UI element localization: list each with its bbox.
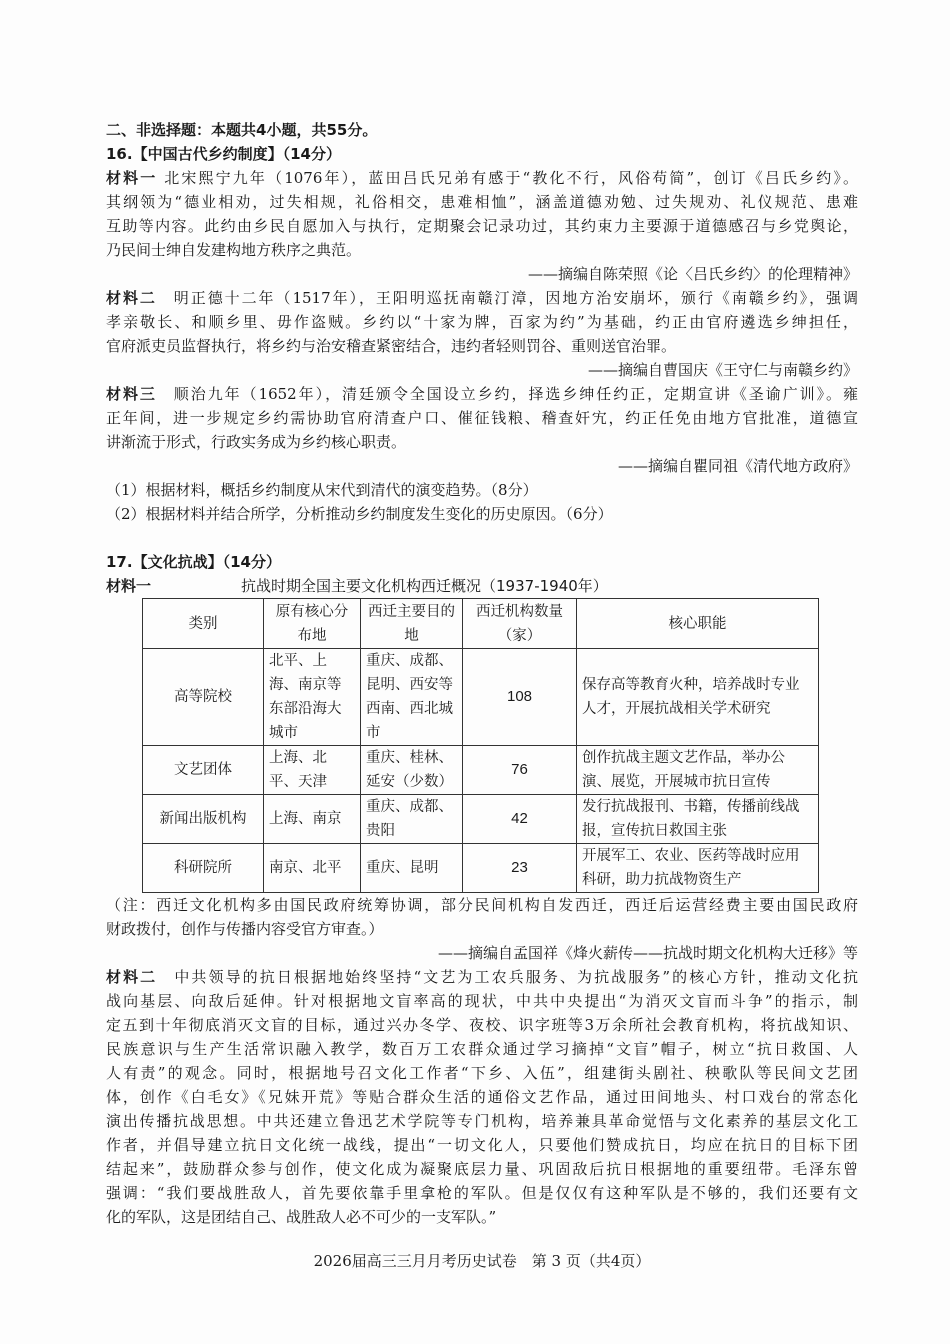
table-row <box>143 746 819 795</box>
source-citation: ——摘编自陈荣照《论〈吕氏乡约〉的伦理精神》 <box>527 265 858 283</box>
table-row <box>143 649 819 746</box>
table-cell: 北平、上海、南京等东部沿海大城市 <box>264 649 361 746</box>
text-line: 民族意识与生产生活常识融入教学，数百万工农群众通过学习摘掉“文盲”帽子，树立“抗日救国、人 <box>106 1040 858 1058</box>
table-row <box>143 844 819 893</box>
section-heading: 二、非选择题：本题共4小题，共55分。 <box>106 121 378 139</box>
table-cell: 重庆、昆明 <box>361 844 463 893</box>
table-cell: 重庆、成都、昆明、西安等西南、西北城市 <box>361 649 463 746</box>
table-cell: 42 <box>463 795 577 844</box>
table-cell: 108 <box>463 649 577 746</box>
question-1: （1）根据材料，概括乡约制度从宋代到清代的演变趋势。（8分） <box>106 481 538 499</box>
table-header: 原有核心分布地 <box>264 599 361 649</box>
q16-material-3 <box>106 382 858 526</box>
text-line: 化的军队，这是团结自己、战胜敌人必不可少的一支军队。” <box>106 1208 497 1226</box>
table-cell: 科研院所 <box>143 844 264 893</box>
text-line: 孝亲敬长、和顺乡里、毋作盗贼。乡约以“十家为牌，百家为约”为基础，约正由官府遴选乡绅担任， <box>106 313 858 331</box>
question-2: （2）根据材料并结合所学，分析推动乡约制度发生变化的历史原因。（6分） <box>106 505 613 523</box>
text-line: 明正德十二年（1517年），王阳明巡抚南赣汀漳，因地方治安崩坏，颁行《南赣乡约》，强调 <box>156 289 858 307</box>
table-header: 类别 <box>143 599 264 649</box>
text-line: 正年间，进一步规定乡约需协助官府清查户口、催征钱粮、稽查奸宄，约正任免由地方官批准，道德宣 <box>106 409 858 427</box>
spacer <box>106 526 858 550</box>
table-cell: 创作抗战主题文艺作品，举办公演、展览，开展城市抗日宣传 <box>577 746 819 795</box>
text-line: 顺治九年（1652年），清廷颁令全国设立乡约，择选乡绅任约正，定期宣讲《圣谕广训》。雍 <box>156 385 858 403</box>
source-citation: ——摘编自瞿同祖《清代地方政府》 <box>617 457 858 475</box>
table-header-row <box>143 599 819 649</box>
table-cell: 保存高等教育火种，培养战时专业人才，开展抗战相关学术研究 <box>577 649 819 746</box>
text-line: 官府派吏员监督执行，将乡约与治安稽查紧密结合，违约者轻则罚谷、重则送官治罪。 <box>106 337 677 355</box>
table-cell: 上海、南京 <box>264 795 361 844</box>
table-cell: 76 <box>463 746 577 795</box>
table-header: 西迁主要目的地 <box>361 599 463 649</box>
text-line: 北宋熙宁九年（1076年），蓝田吕氏兄弟有感于“教化不行，风俗苟简”，创订《吕氏乡约》。 <box>157 169 858 187</box>
text-line: 作者，并倡导建立抗日文化统一战线，提出“一切文化人，只要他们赞成抗日，均应在抗日的目标下团 <box>106 1136 858 1154</box>
material-label: 材料二 <box>106 289 157 307</box>
material-label: 材料三 <box>106 385 157 403</box>
table-header: 核心职能 <box>577 599 819 649</box>
note-line: 财政拨付，创作与传播内容受官方审查。） <box>106 920 384 938</box>
table-cell: 重庆、桂林、延安（少数） <box>361 746 463 795</box>
table-cell: 开展军工、农业、医药等战时应用科研，助力抗战物资生产 <box>577 844 819 893</box>
table-cell: 新闻出版机构 <box>143 795 264 844</box>
table-cell: 南京、北平 <box>264 844 361 893</box>
text-line: 乃民间士绅自发建构地方秩序之典范。 <box>106 241 362 259</box>
source-citation: ——摘编自孟国祥《烽火薪传——抗战时期文化机构大迁移》等 <box>437 944 858 962</box>
material-label: 材料一 <box>106 169 158 187</box>
page-footer: 2026届高三三月月考历史试卷 第 3 页（共4页） <box>313 1252 651 1270</box>
note-line: （注：西迁文化机构多由国民政府统筹协调，部分民间机构自发西迁，西迁后运营经费主要由国民政府 <box>106 896 858 914</box>
table-title: 抗战时期全国主要文化机构西迁概况（1937-1940年） <box>241 577 608 595</box>
table-cell: 23 <box>463 844 577 893</box>
q17-material-2 <box>106 965 858 1229</box>
text-line: 互助等内容。此约由乡民自愿加入与执行，定期聚会记录功过，其约束力主要源于道德感召与乡党舆论， <box>106 217 858 235</box>
q17-title: 17.【文化抗战】（14分） <box>106 553 281 571</box>
migration-table <box>142 598 819 893</box>
table-header: 西迁机构数量（家） <box>463 599 577 649</box>
q16-material-2 <box>106 286 858 382</box>
table-cell: 重庆、成都、贵阳 <box>361 795 463 844</box>
q16-material-1 <box>106 166 858 286</box>
table-cell: 文艺团体 <box>143 746 264 795</box>
text-line: 定五到十年彻底消灭文盲的目标，通过兴办冬学、夜校、识字班等3万余所社会教育机构，将抗战知识、 <box>106 1016 858 1034</box>
material-label: 材料一 <box>106 577 152 595</box>
q17-header <box>106 550 858 598</box>
text-line: 结起来”，鼓励群众参与创作，使文化成为凝聚底层力量、巩固敌后抗日根据地的重要纽带。毛泽东曾 <box>106 1160 858 1178</box>
text-line: 讲渐流于形式，行政实务成为乡约核心职责。 <box>106 433 407 451</box>
text-line: 战向基层、向敌后延伸。针对根据地文盲率高的现状，中共中央提出“为消灭文盲而斗争”的指示，制 <box>106 992 858 1010</box>
table-cell: 上海、北平、天津 <box>264 746 361 795</box>
text-line: 演出传播抗战思想。中共还建立鲁迅艺术学院等专门机构，培养兼具革命觉悟与文化素养的基层文化工 <box>106 1112 858 1130</box>
text-line: 体，创作《白毛女》《兄妹开荒》等贴合群众生活的通俗文艺作品，通过田间地头、村口戏台的常态化 <box>106 1088 858 1106</box>
q16-title: 16.【中国古代乡约制度】（14分） <box>106 145 341 163</box>
text-line: 其纲领为“德业相劝，过失相规，礼俗相交，患难相恤”，涵盖道德劝勉、过失规劝、礼仪规范、患难 <box>106 193 858 211</box>
table-cell: 发行抗战报刊、书籍，传播前线战报，宣传抗日救国主张 <box>577 795 819 844</box>
source-citation: ——摘编自曹国庆《王守仁与南赣乡约》 <box>587 361 858 379</box>
text-line: 强调：“我们要战胜敌人，首先要依靠手里拿枪的军队。但是仅仅有这种军队是不够的，我们还要有文 <box>106 1184 858 1202</box>
table-cell: 高等院校 <box>143 649 264 746</box>
table-row <box>143 795 819 844</box>
page-content <box>106 118 858 1273</box>
text-line: 中共领导的抗日根据地始终坚持“文艺为工农兵服务、为抗战服务”的核心方针，推动文化抗 <box>157 968 858 986</box>
material-label: 材料二 <box>106 968 158 986</box>
text-line: 人有责”的观念。同时，根据地号召文化工作者“下乡、入伍”，组建街头剧社、秧歌队等民间文艺团 <box>106 1064 858 1082</box>
table-note <box>106 893 858 965</box>
